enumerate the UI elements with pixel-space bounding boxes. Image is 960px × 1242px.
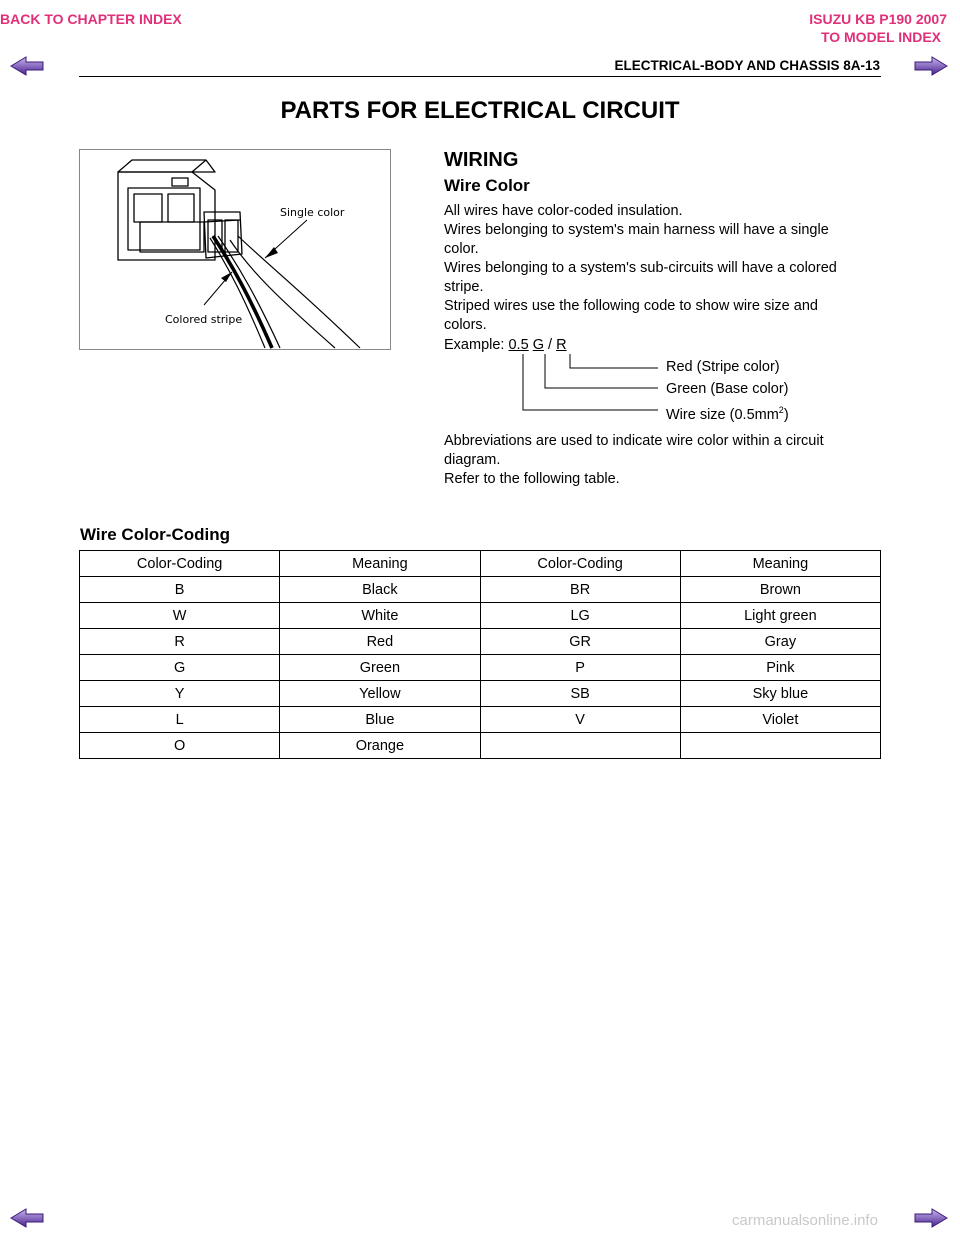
example-slash: / bbox=[548, 337, 553, 353]
legend-stripe: Red (Stripe color) bbox=[666, 359, 780, 375]
example-size: 0.5 bbox=[508, 337, 529, 353]
table-cell: White bbox=[280, 603, 480, 629]
connector-illustration bbox=[79, 149, 391, 350]
table-cell: Brown bbox=[680, 577, 880, 603]
example-stripe: R bbox=[556, 337, 567, 353]
table-row bbox=[80, 655, 881, 681]
table-cell: Orange bbox=[280, 733, 480, 759]
table-row bbox=[80, 629, 881, 655]
table-row bbox=[80, 603, 881, 629]
table-cell: Blue bbox=[280, 707, 480, 733]
table-header-cell: Meaning bbox=[280, 551, 480, 577]
table-header-cell: Color-Coding bbox=[80, 551, 280, 577]
table-cell bbox=[680, 733, 880, 759]
table-cell: L bbox=[80, 707, 280, 733]
table-cell: Red bbox=[280, 629, 480, 655]
table-cell: SB bbox=[480, 681, 680, 707]
abbreviation-paragraph bbox=[444, 432, 884, 489]
watermark: carmanualsonline.info bbox=[732, 1212, 878, 1229]
connector-drawing bbox=[80, 150, 390, 349]
table-header-cell: Color-Coding bbox=[480, 551, 680, 577]
previous-page-arrow-icon[interactable] bbox=[10, 56, 44, 76]
table-row bbox=[80, 577, 881, 603]
table-cell: Gray bbox=[680, 629, 880, 655]
example-leader-lines bbox=[440, 350, 670, 414]
table-header-cell: Meaning bbox=[680, 551, 880, 577]
single-color-label: Single color bbox=[280, 206, 345, 219]
legend-size-suffix: ) bbox=[783, 406, 789, 423]
table-cell: Violet bbox=[680, 707, 880, 733]
paragraph-line: Wires belonging to system's main harness will have a single bbox=[444, 222, 829, 238]
legend-size bbox=[666, 401, 789, 425]
to-model-index-link[interactable]: TO MODEL INDEX bbox=[820, 29, 941, 45]
section-header: ELECTRICAL-BODY AND CHASSIS 8A-13 bbox=[614, 58, 880, 73]
abbrev-line: Abbreviations are used to indicate wire color within a circuit bbox=[444, 433, 824, 449]
table-cell bbox=[480, 733, 680, 759]
table-header-row bbox=[80, 551, 881, 577]
table-cell: Pink bbox=[680, 655, 880, 681]
legend-base: Green (Base color) bbox=[666, 381, 789, 397]
table-cell: Sky blue bbox=[680, 681, 880, 707]
legend-size-prefix: Wire size (0.5mm bbox=[666, 406, 779, 423]
paragraph-line: Wires belonging to a system's sub-circuits will have a colored bbox=[444, 260, 837, 276]
table-cell: Y bbox=[80, 681, 280, 707]
table-cell: Yellow bbox=[280, 681, 480, 707]
legend-size-sup: 2 bbox=[778, 405, 784, 415]
page-title: PARTS FOR ELECTRICAL CIRCUIT bbox=[280, 97, 680, 124]
back-to-chapter-index-link[interactable]: BACK TO CHAPTER INDEX bbox=[0, 11, 182, 27]
header-rule bbox=[79, 76, 881, 77]
table-cell: LG bbox=[480, 603, 680, 629]
abbrev-line: Refer to the following table. bbox=[444, 471, 620, 487]
table-row bbox=[80, 733, 881, 759]
colored-stripe-label: Colored stripe bbox=[165, 313, 243, 326]
next-page-arrow-bottom-icon[interactable] bbox=[914, 1208, 948, 1228]
paragraph-line: stripe. bbox=[444, 279, 484, 295]
wire-color-subheading: Wire Color bbox=[444, 176, 530, 195]
table-cell: Green bbox=[280, 655, 480, 681]
paragraph-line: colors. bbox=[444, 317, 487, 333]
paragraph-line: color. bbox=[444, 241, 479, 257]
wire-color-paragraph bbox=[444, 202, 884, 335]
wiring-heading: WIRING bbox=[444, 149, 519, 171]
table-cell: V bbox=[480, 707, 680, 733]
example-prefix: Example: bbox=[444, 337, 505, 353]
table-cell: W bbox=[80, 603, 280, 629]
table-cell: Black bbox=[280, 577, 480, 603]
table-cell: P bbox=[480, 655, 680, 681]
paragraph-line: Striped wires use the following code to show wire size and bbox=[444, 298, 818, 314]
table-cell: GR bbox=[480, 629, 680, 655]
paragraph-line: All wires have color-coded insulation. bbox=[444, 203, 683, 219]
example-base: G bbox=[532, 337, 544, 353]
table-row bbox=[80, 681, 881, 707]
table-cell: R bbox=[80, 629, 280, 655]
table-cell: B bbox=[80, 577, 280, 603]
abbrev-line: diagram. bbox=[444, 452, 501, 468]
table-cell: Light green bbox=[680, 603, 880, 629]
model-title-link[interactable]: ISUZU KB P190 2007 bbox=[809, 11, 947, 27]
table-title: Wire Color-Coding bbox=[80, 525, 230, 544]
previous-page-arrow-bottom-icon[interactable] bbox=[10, 1208, 44, 1228]
wire-color-table bbox=[79, 550, 881, 759]
table-row bbox=[80, 707, 881, 733]
table-cell: BR bbox=[480, 577, 680, 603]
next-page-arrow-icon[interactable] bbox=[914, 56, 948, 76]
table-cell: G bbox=[80, 655, 280, 681]
table-cell: O bbox=[80, 733, 280, 759]
